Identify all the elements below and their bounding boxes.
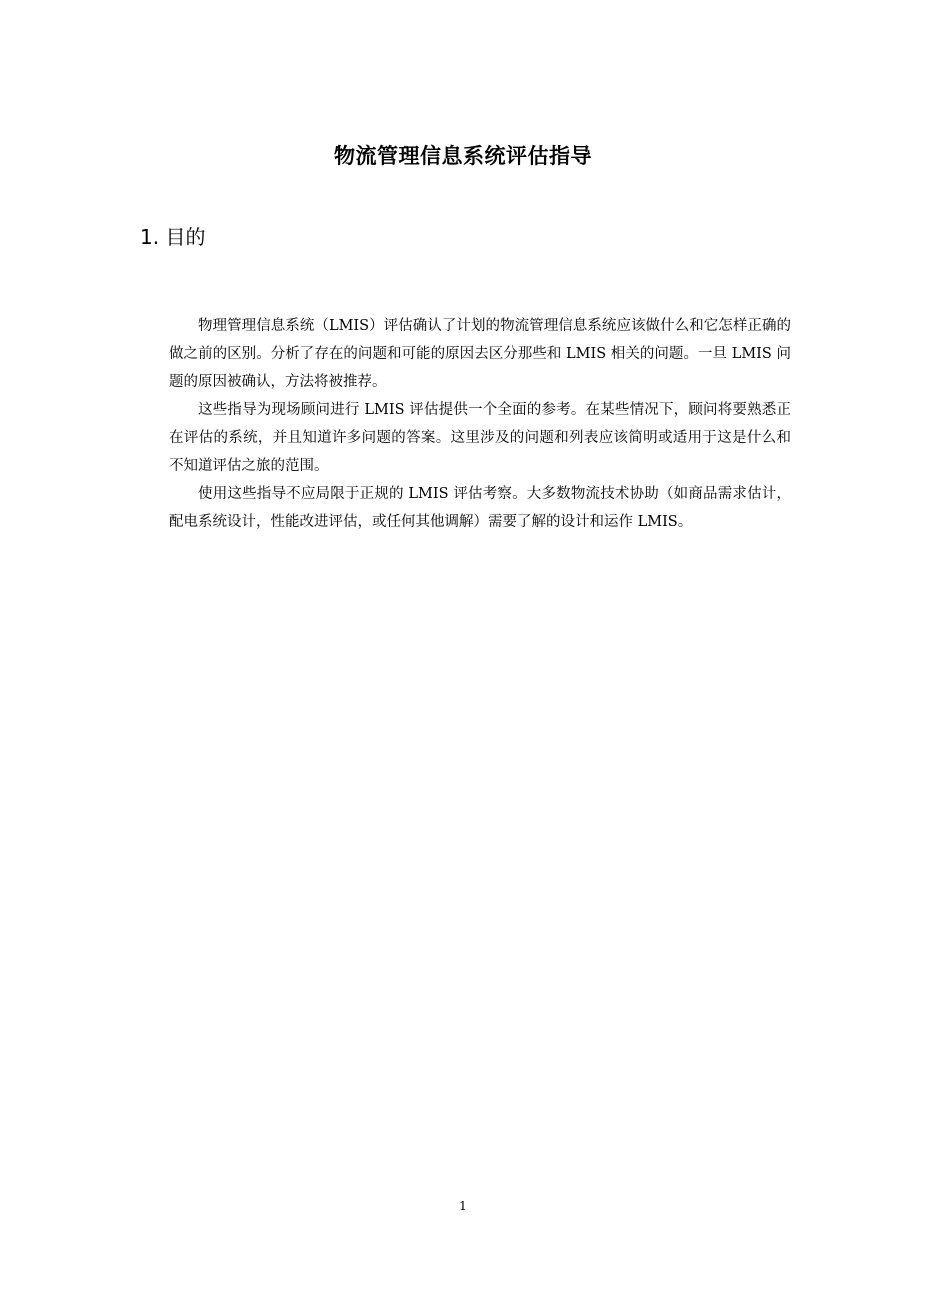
section-body bbox=[169, 312, 791, 536]
paragraph: 物理管理信息系统（LMIS）评估确认了计划的物流管理信息系统应该做什么和它怎样正确的做之前的区别。分析了存在的问题和可能的原因去区分那些和 LMIS 相关的问题。一旦 LMIS 问题的原因被确认，方法将被推荐。 bbox=[169, 318, 791, 390]
paragraph: 这些指导为现场顾问进行 LMIS 评估提供一个全面的参考。在某些情况下，顾问将要熟悉正在评估的系统，并且知道许多问题的答案。这里涉及的问题和列表应该简明或适用于这是什么和不知道评估之旅的范围。 bbox=[169, 402, 791, 474]
document-title: 物流管理信息系统评估指导 bbox=[334, 144, 592, 168]
paragraph: 使用这些指导不应局限于正规的 LMIS 评估考察。大多数物流技术协助（如商品需求估计，配电系统设计，性能改进评估，或任何其他调解）需要了解的设计和运作 LMIS。 bbox=[169, 486, 791, 530]
page-number: 1 bbox=[459, 1199, 467, 1213]
section-heading: 1. 目的 bbox=[140, 225, 206, 249]
